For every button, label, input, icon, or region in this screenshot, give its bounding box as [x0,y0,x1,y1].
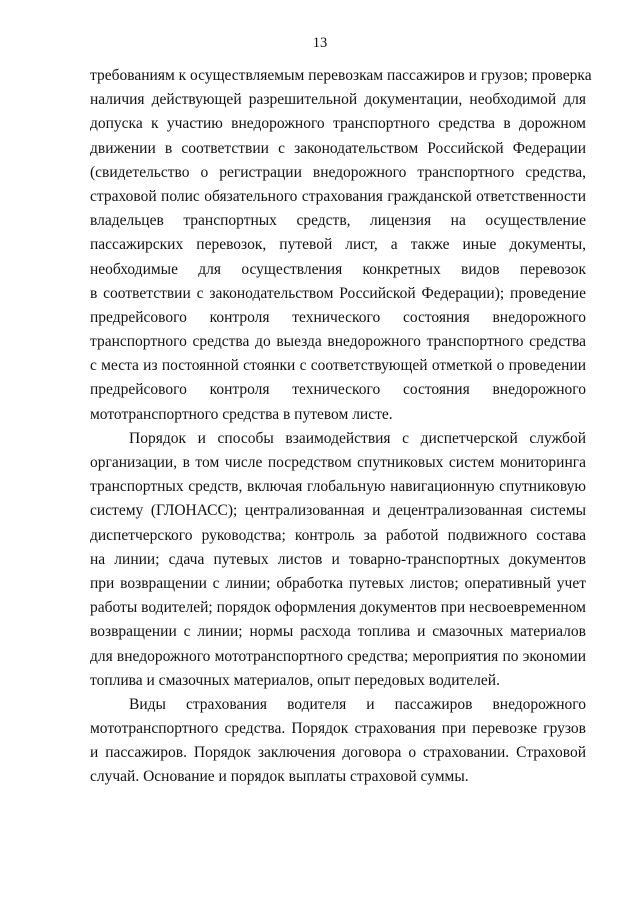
text-line: Виды страхования водителя и пассажиров внедорожного [129,695,586,713]
text-line: (свидетельство о регистрации внедорожного транспортного средства, [90,163,586,181]
text-line: допуска к участию внедорожного транспортного средства в дорожном [90,115,586,133]
text-line: транспортного средства до выезда внедорожного транспортного средства [90,333,586,351]
text-line: организации, в том числе посредством спутниковых систем мониторинга [90,454,586,471]
paragraph-2 [90,427,586,693]
text-line: транспортных средств, включая глобальную навигационную спутниковую [90,478,586,496]
text-line: на линии; сдача путевых листов и товарно-транспортных документов [90,550,586,568]
text-line: владельцев транспортных средств, лицензия на осуществление [90,212,586,230]
page-number: 13 [312,35,328,51]
text-line: с места из постоянной стоянки с соответствующей отметкой о проведении [90,357,586,375]
paragraph-3 [90,693,586,790]
text-line: систему (ГЛОНАСС); централизованная и децентрализованная системы [90,502,586,520]
text-line: при возвращении с линии; обработка путевых листов; оперативный учет [90,574,586,592]
text-line: диспетчерского руководства; контроль за работой подвижного состава [90,526,586,544]
text-line: предрейсового контроля технического состояния внедорожного [90,308,586,326]
text-line: необходимые для осуществления конкретных видов перевозок [90,260,586,278]
document-body [90,64,592,790]
text-line: пассажирских перевозок, путевой лист, а также иные документы, [90,236,586,254]
text-line: случай. Основание и порядок выплаты страховой суммы. [90,768,469,786]
text-line: мототранспортного средства в путевом листе. [90,405,393,423]
text-line: предрейсового контроля технического состояния внедорожного [90,381,586,399]
text-line: в соответствии с законодательством Российской Федерации); проведение [90,284,586,302]
text-line: работы водителей; порядок оформления документов при несвоевременном [90,599,586,617]
text-line: страховой полис обязательного страхования гражданской ответственности [90,187,586,205]
text-line: мототранспортного средства. Порядок страхования при перевозке грузов [90,720,586,738]
text-line: наличия действующей разрешительной документации, необходимой для [90,91,586,109]
text-line: и пассажиров. Порядок заключения договора о страховании. Страховой [90,744,586,762]
text-line: движении в соответствии с законодательством Российской Федерации [90,139,586,157]
text-line: для внедорожного мототранспортного средства; мероприятия по экономии [90,647,586,665]
text-line: требованиям к осуществляемым перевозкам пассажиров и грузов; проверка [90,67,592,84]
text-line: возвращении с линии; нормы расхода топлива и смазочных материалов [90,623,586,641]
paragraph-1 [90,64,592,427]
text-line: Порядок и способы взаимодействия с диспетчерской службой [129,429,586,447]
text-line: топлива и смазочных материалов, опыт передовых водителей. [90,671,500,689]
